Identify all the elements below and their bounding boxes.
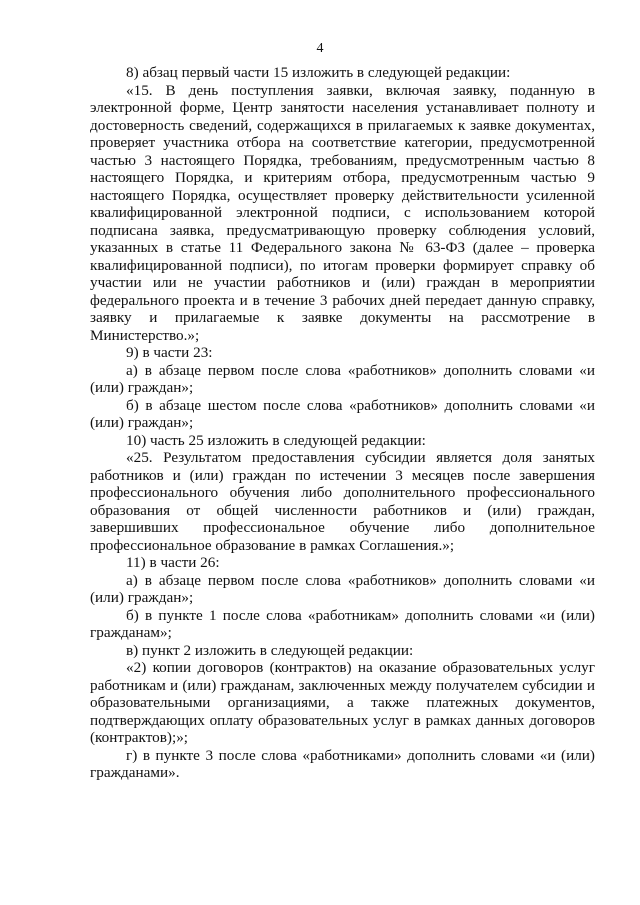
paragraph-item-11g: г) в пункте 3 после слова «работниками» дополнить словами «и (или) гражданами». — [90, 746, 595, 781]
paragraph-item-9: 9) в части 23: — [126, 344, 213, 361]
paragraph-item-11a: а) в абзаце первом после слова «работников» дополнить словами «и (или) граждан»; — [90, 571, 595, 606]
paragraph-item-11: 11) в части 26: — [126, 554, 220, 571]
paragraph-item-8: 8) абзац первый части 15 изложить в следующей редакции: — [126, 64, 511, 81]
page-number: 4 — [316, 41, 324, 56]
paragraph-item-10-quote: «25. Результатом предоставления субсидии является доля занятых работников и (или) граждан по истечении 3 месяцев после завершения профессионального обучения либо дополнительного профессионального образования от общей численности работников и (или) граждан, завершивших профессиональное обучение либо дополнительное профессиональное образование в рамках Соглашения.»; — [90, 449, 595, 554]
paragraph-item-11b: б) в пункте 1 после слова «работникам» дополнить словами «и (или) гражданам»; — [90, 606, 595, 641]
paragraph-item-10: 10) часть 25 изложить в следующей редакции: — [126, 431, 426, 449]
paragraph-item-11v: в) пункт 2 изложить в следующей редакции: — [126, 641, 414, 659]
document-body — [90, 64, 595, 782]
paragraph-item-9b: б) в абзаце шестом после слова «работников» дополнить словами «и (или) граждан»; — [90, 396, 595, 431]
paragraph-item-9a: а) в абзаце первом после слова «работников» дополнить словами «и (или) граждан»; — [90, 361, 595, 396]
paragraph-item-11v-quote: «2) копии договоров (контрактов) на оказание образовательных услуг работникам и (или) гражданам, заключенных между получателем субсидии и образовательными организациями, а также платежных документов, подтверждающих оплату образовательных услуг в рамках данных договоров (контрактов);»; — [90, 659, 595, 746]
paragraph-item-8-quote: «15. В день поступления заявки, включая заявку, поданную в электронной форме, Центр занятости населения устанавливает полноту и достоверность сведений, содержащихся в прилагаемых к заявке документах, проверяет участника отбора на соответствие категории, предусмотренной частью 3 настоящего Порядка, требованиям, предусмотренным частью 8 настоящего Порядка, и критериям отбора, предусмотренным частью 9 настоящего Порядка, осуществляет проверку действительности усиленной квалифицированной электронной подписи, с использованием которой подписана заявка, предусматривающую проверку соблюдения условий, указанных в статье 11 Федерального закона № 63-ФЗ (далее – проверка квалифицированной подписи), по итогам проверки формирует справку об участии или не участии работников и (или) граждан в мероприятии федерального проекта и в течение 3 рабочих дней передает данную справку, заявку и прилагаемые к заявке документы на рассмотрение в Министерство.»; — [90, 81, 595, 344]
